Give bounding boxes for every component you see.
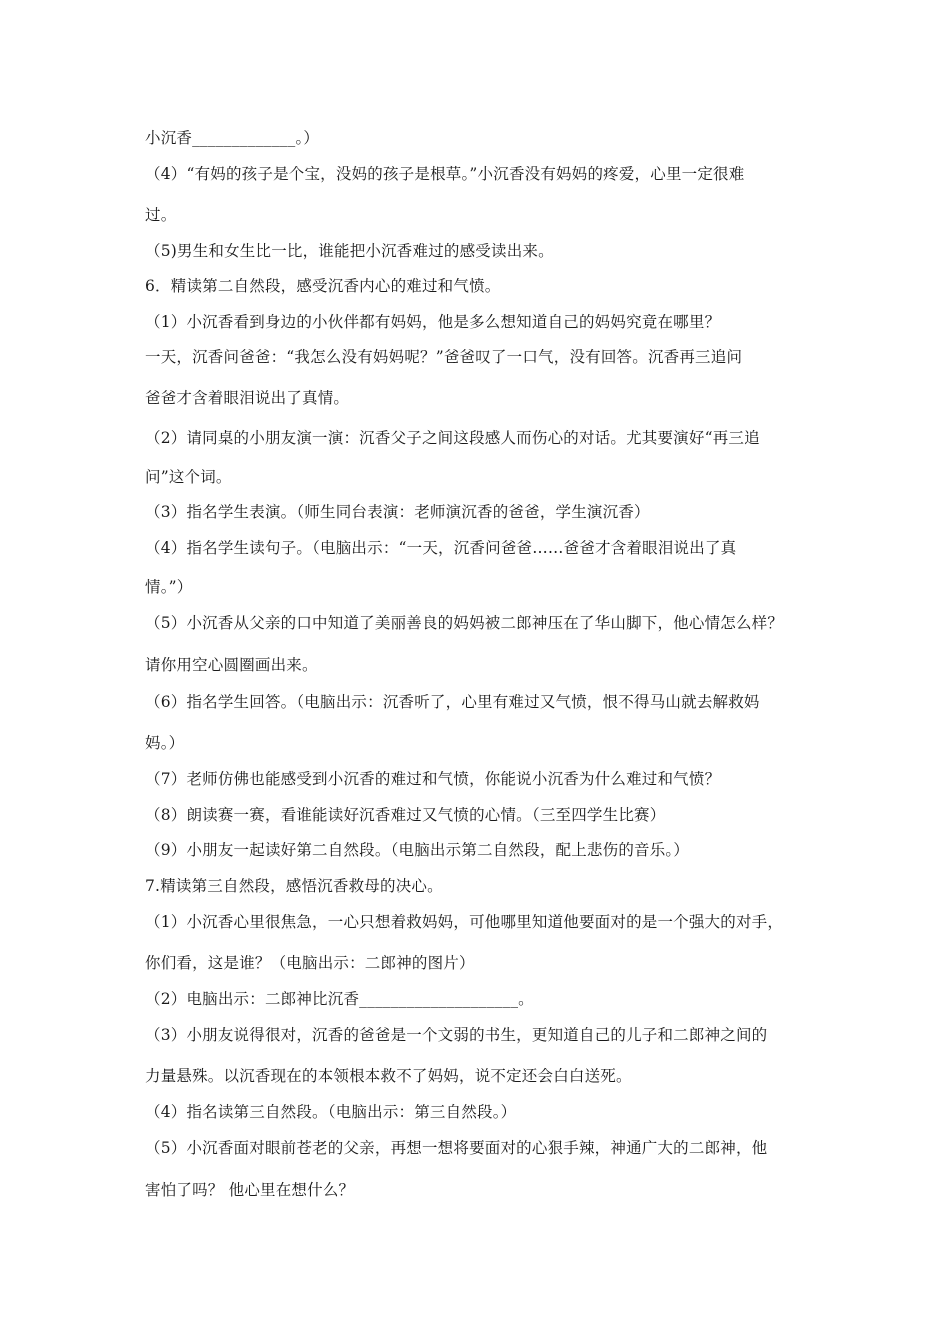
text-line: （1）小沉香看到身边的小伙伴都有妈妈，他是多么想知道自己的妈妈究竟在哪里？ — [145, 313, 721, 331]
text-line: （2）电脑出示：二郎神比沉香____________________。 — [145, 990, 534, 1008]
text-line: 问”这个词。 — [145, 468, 232, 486]
text-line: （3）小朋友说得很对，沉香的爸爸是一个文弱的书生，更知道自己的儿子和二郎神之间的 — [145, 1026, 768, 1044]
text-line: 力量悬殊。以沉香现在的本领根本救不了妈妈，说不定还会白白送死。 — [145, 1067, 632, 1085]
text-line: 妈。） — [145, 734, 185, 752]
text-line: （8）朗读赛一赛，看谁能读好沉香难过又气愤的心情。（三至四学生比赛） — [145, 806, 666, 824]
text-line: 爸爸才含着眼泪说出了真情。 — [145, 389, 350, 407]
text-line: 小沉香_____________。） — [145, 129, 320, 147]
text-line: 你们看，这是谁？（电脑出示：二郎神的图片） — [145, 954, 475, 972]
text-line: （5）小沉香从父亲的口中知道了美丽善良的妈妈被二郎神压在了华山脚下，他心情怎么样？ — [145, 614, 784, 632]
text-line: （6）指名学生回答。（电脑出示：沉香听了，心里有难过又气愤，恨不得马山就去解救妈 — [145, 693, 760, 711]
text-line: （4）“有妈的孩子是个宝，没妈的孩子是根草。”小沉香没有妈妈的疼爱，心里一定很难 — [145, 165, 745, 183]
text-line: （9）小朋友一起读好第二自然段。（电脑出示第二自然段，配上悲伤的音乐。） — [145, 841, 690, 859]
section-heading: 6．精读第二自然段，感受沉香内心的难过和气愤。 — [145, 277, 501, 295]
text-line: 情。”） — [145, 578, 193, 596]
text-line: （3）指名学生表演。（师生同台表演：老师演沉香的爸爸，学生演沉香） — [145, 503, 650, 521]
text-line: （4）指名读第三自然段。（电脑出示：第三自然段。） — [145, 1103, 517, 1121]
text-line: 害怕了吗？ 他心里在想什么？ — [145, 1181, 355, 1199]
text-line: （2）请同桌的小朋友演一演：沉香父子之间这段感人而伤心的对话。尤其要演好“再三追 — [145, 429, 760, 447]
section-heading: 7.精读第三自然段，感悟沉香救母的决心。 — [145, 877, 443, 895]
text-line: 请你用空心圆圈画出来。 — [145, 656, 318, 674]
text-line: 一天，沉香问爸爸：“我怎么没有妈妈呢？”爸爸叹了一口气，没有回答。沉香再三追问 — [145, 348, 743, 366]
text-line: （4）指名学生读句子。（电脑出示：“一天，沉香问爸爸……爸爸才含着眼泪说出了真 — [145, 539, 737, 557]
text-line: （1）小沉香心里很焦急，一心只想着救妈妈，可他哪里知道他要面对的是一个强大的对手， — [145, 913, 784, 931]
text-line: 过。 — [145, 206, 177, 224]
text-line: （5)男生和女生比一比，谁能把小沉香难过的感受读出来。 — [145, 242, 554, 260]
text-line: （5）小沉香面对眼前苍老的父亲，再想一想将要面对的心狠手辣，神通广大的二郎神，他 — [145, 1139, 768, 1157]
text-line: （7）老师仿佛也能感受到小沉香的难过和气愤，你能说小沉香为什么难过和气愤？ — [145, 770, 721, 788]
